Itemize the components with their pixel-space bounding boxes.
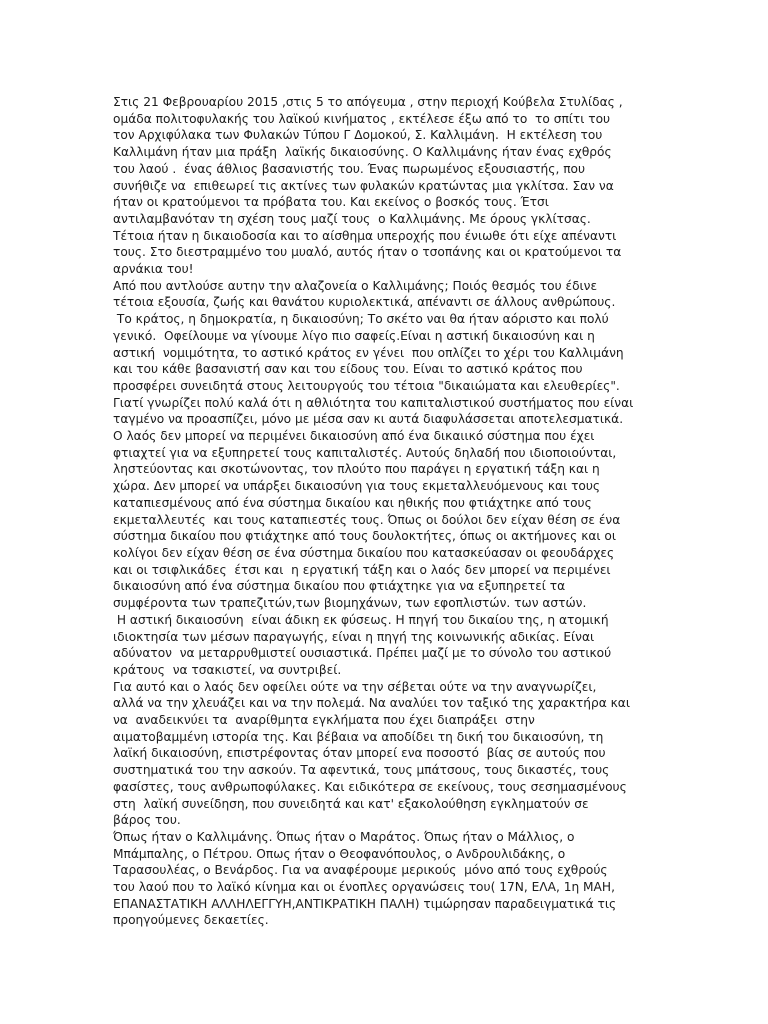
text-line: αλλά να την χλευάζει και να την πολεμά. Να αναλύει τον ταξικό της χαρακτήρα και <box>113 696 630 711</box>
text-line: σύστημα δικαίου που φτιάχτηκε από τους δουλοκτήτες, όπως οι ακτήμονες και οι <box>113 529 616 544</box>
text-line: Στις 21 Φεβρουαρίου 2015 ,στις 5 το απόγευμα , στην περιοχή Κούβελα Στυλίδας , <box>113 95 623 109</box>
text-line: του λαού . ένας άθλιος βασανιστής του. Ένας πωρωμένος εξουσιαστής, που <box>113 161 586 176</box>
text-line: προσφέρει συνειδητά στους λειτουργούς του τέτοια "δικαιώματα και ελευθερίες". <box>113 378 620 393</box>
text-line: Καλλιμάνη ήταν μια πράξη λαϊκής δικαιοσύνης. Ο Καλλιμάνης ήταν ένας εχθρός <box>113 145 612 160</box>
text-line: Ταρασουλέας, ο Βενάρδος. Για να αναφέρουμε μερικούς μόνο από τους εχθρούς <box>113 863 608 878</box>
text-line: χώρα. Δεν μπορεί να υπάρξει δικαιοσύνη για τους εκμεταλλευόμενους και τους <box>113 479 601 494</box>
text-line: ταγμένο να προασπίζει, μόνο με μέσα σαν κι αυτά διαφυλάσσεται αποτελεσματικά. <box>113 412 624 427</box>
text-line: τους. Στο διεστραμμένο του μυαλό, αυτός ήταν ο τσοπάνης και οι κρατούμενοι τα <box>113 245 622 260</box>
text-line: Όπως ήταν ο Καλλιμάνης. Όπως ήταν ο Μαράτος. Όπως ήταν ο Μάλλιος, ο <box>113 829 575 844</box>
text-line: τέτοια εξουσία, ζωής και θανάτου κυριολεκτικά, απέναντι σε άλλους ανθρώπους. <box>113 295 616 310</box>
text-line: συμφέροντα των τραπεζιτών,των βιομηχάνων, των εφοπλιστών. των αστών. <box>113 596 587 611</box>
text-line: εκμεταλλευτές και τους καταπιεστές τους. Όπως οι δούλοι δεν είχαν θέση σε ένα <box>113 512 621 527</box>
text-line: αδύνατον να μεταρρυθμιστεί ουσιαστικά. Πρέπει μαζί με το σύνολο του αστικού <box>113 646 612 661</box>
text-line: συνήθιζε να επιθεωρεί τις ακτίνες των φυλακών κρατώντας μια γκλίτσα. Σαν να <box>113 178 614 193</box>
text-line: καταπιεσμένους από ένα σύστημα δικαίου και ηθικής που φτιάχτηκε από τους <box>113 495 592 510</box>
text-line: ΕΠΑΝΑΣΤΑΤΙΚΗ ΑΛΛΗΛΕΓΓΥΗ,ΑΝΤΙΚΡΑΤΙΚΗ ΠΑΛΗ) τιμώρησαν παραδειγματικά τις <box>113 896 617 911</box>
text-line: συστηματικά του την ασκούν. Τα αφεντικά, τους μπάτσους, τους δικαστές, τους <box>113 763 610 778</box>
text-line: του λαού που το λαϊκό κίνημα και οι ένοπλες οργανώσεις του( 17Ν, ΕΛΑ, 1η ΜΑΗ, <box>113 880 615 895</box>
document-body <box>113 94 663 929</box>
text-line: φτιαχτεί για να εξυπηρετεί τους καπιταλιστές. Αυτούς δηλαδή που ιδιοποιούνται, <box>113 445 617 460</box>
text-line: αρνάκια του! <box>113 262 194 277</box>
text-line: προηγούμενες δεκαετίες. <box>113 913 269 928</box>
text-line: αστική νομιμότητα, το αστικό κράτος εν γένει που οπλίζει το χέρι του Καλλιμάνη <box>113 345 624 360</box>
text-line: Η αστική δικαιοσύνη είναι άδικη εκ φύσεως. Η πηγή του δικαίου της, η ατομική <box>113 612 609 627</box>
text-line: ομάδα πολιτοφυλακής του λαϊκού κινήματος , εκτέλεσε έξω από το το σπίτι του <box>113 111 611 126</box>
text-line: δικαιοσύνη από ένα σύστημα δικαίου που φτιάχτηκε για να εξυπηρετεί τα <box>113 579 566 594</box>
text-line: λαϊκή δικαιοσύνη, επιστρέφοντας όταν μπορεί ενα ποσοστό βίας σε αυτούς που <box>113 746 606 761</box>
text-line: φασίστες, τους ανθρωποφύλακες. Και ειδικότερα σε εκείνους, τους σεσημασμένους <box>113 779 627 794</box>
text-line: να αναδεικνύει τα αναρίθμητα εγκλήματα που έχει διαπράξει στην <box>113 713 535 728</box>
text-line: βάρος του. <box>113 813 181 828</box>
text-line: ληστεύοντας και σκοτώνοντας, τον πλούτο που παράγει η εργατική τάξη και η <box>113 462 600 477</box>
text-line: ήταν οι κρατούμενοι τα πρόβατα του. Και εκείνος ο βοσκός τους. Έτσι <box>113 195 549 210</box>
text-line: γενικό. Οφείλουμε να γίνουμε λίγο πιο σαφείς.Είναι η αστική δικαιοσύνη και η <box>113 328 595 343</box>
text-line: Μπάμπαλης, ο Πέτρου. Οπως ήταν ο Θεοφανόπουλος, ο Ανδρουλιδάκης, ο <box>113 846 566 861</box>
text-line: κολίγοι δεν είχαν θέση σε ένα σύστημα δικαίου που κατασκεύασαν οι φεουδάρχες <box>113 545 615 560</box>
text-line: Ο λαός δεν μπορεί να περιμένει δικαιοσύνη από ένα δικαιικό σύστημα που έχει <box>113 429 595 444</box>
text-line: αντιλαμβανόταν τη σχέση τους μαζί τους ο Καλλιμάνης. Με όρους γκλίτσας. <box>113 211 591 226</box>
text-line: τον Αρχιφύλακα των Φυλακών Τύπου Γ Δομοκού, Σ. Καλλιμάνη. Η εκτέλεση του <box>113 128 603 143</box>
text-line: Από που αντλούσε αυτην την αλαζονεία ο Καλλιμάνης; Ποιός θεσμός του έδινε <box>113 278 598 293</box>
text-line: αιματοβαμμένη ιστορία της. Και βέβαια να αποδίδει τη δική του δικαιοσύνη, τη <box>113 729 604 744</box>
text-line: Γιατί γνωρίζει πολύ καλά ότι η αθλιότητα του καπιταλιστικού συστήματος που είναι <box>113 395 634 410</box>
text-line: ιδιοκτησία των μέσων παραγωγής, είναι η πηγή της κοινωνικής αδικίας. Είναι <box>113 629 595 644</box>
text-line: Το κράτος, η δημοκρατία, η δικαιοσύνη; Το σκέτο ναι θα ήταν αόριστο και πολύ <box>113 312 609 327</box>
text-line: στη λαϊκή συνείδηση, που συνειδητά και κατ' εξακολούθηση εγκληματούν σε <box>113 796 589 811</box>
text-line: Για αυτό και ο λαός δεν οφείλει ούτε να την σέβεται ούτε να την αναγνωρίζει, <box>113 679 597 694</box>
text-line: και οι τσιφλικάδες έτσι και η εργατική τάξη και ο λαός δεν μπορεί να περιμένει <box>113 562 611 577</box>
text-line: κράτους να τσακιστεί, να συντριβεί. <box>113 662 342 677</box>
text-line: και του κάθε βασανιστή σαν και του είδους του. Είναι το αστικό κράτος που <box>113 362 583 377</box>
text-line: Τέτοια ήταν η δικαιοδοσία και το αίσθημα υπεροχής που ένιωθε ότι είχε απέναντι <box>113 228 617 243</box>
